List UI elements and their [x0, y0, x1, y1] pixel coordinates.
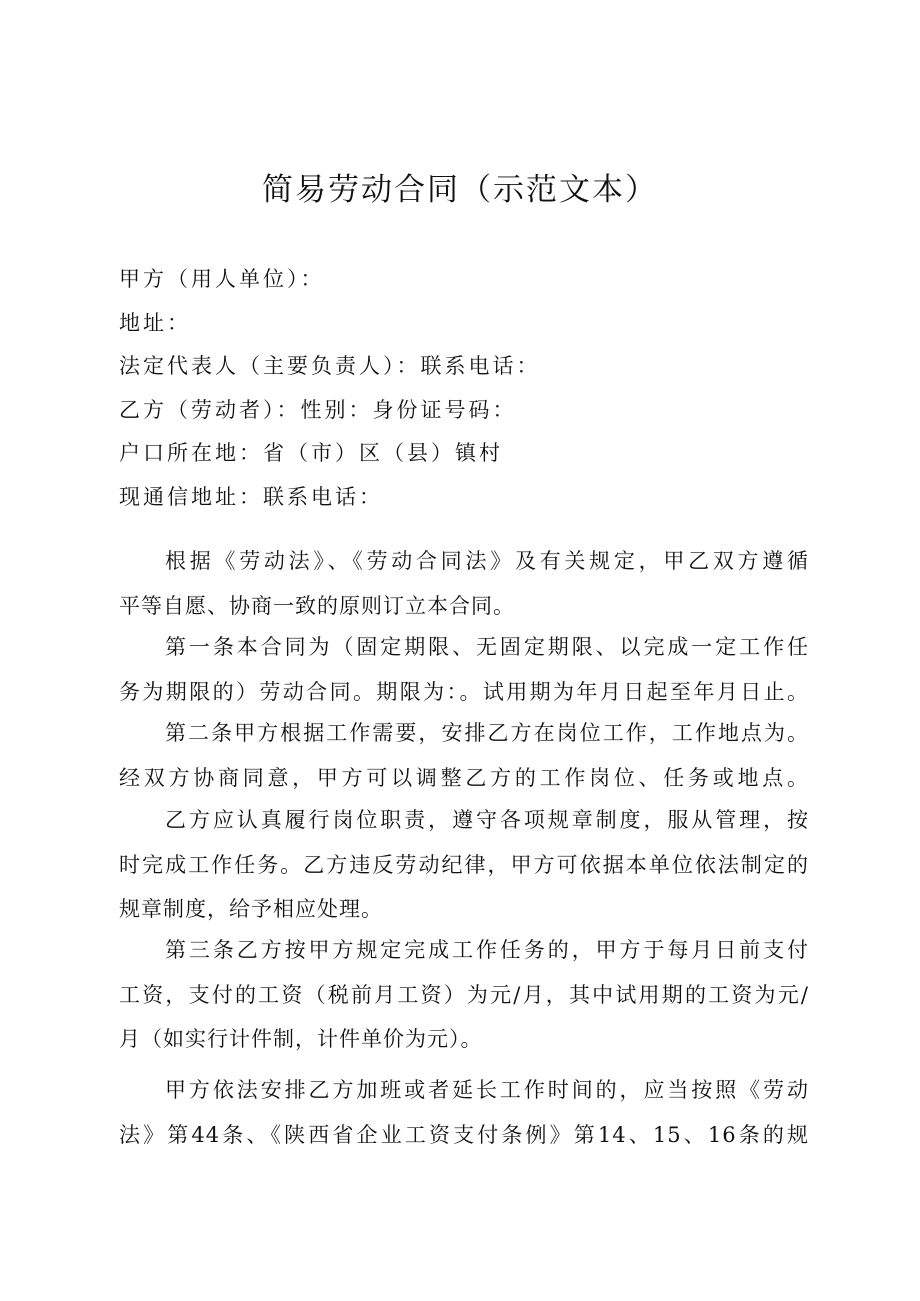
paragraph-line: 甲方依法安排乙方加班或者延长工作时间的，应当按照《劳动: [165, 1078, 809, 1102]
paragraph-line: 平等自愿、协商一致的原则订立本合同。: [119, 593, 515, 618]
paragraph-article-3: [119, 928, 809, 1062]
paragraph-preamble: [119, 539, 809, 628]
paragraph-line: 根据《劳动法》、《劳动合同法》及有关规定，甲乙双方遵循: [165, 549, 809, 573]
paragraph-line: 经双方协商同意，甲方可以调整乙方的工作岗位、任务或地点。: [119, 765, 809, 790]
paragraph-line: 规章制度，给予相应处理。: [119, 897, 383, 921]
legal-representative-field: 法定代表人（主要负责人）：联系电话：: [119, 354, 541, 378]
paragraph-line: 乙方应认真履行岗位职责，遵守各项规章制度，服从管理，按: [165, 808, 809, 832]
party-b-info-field: 乙方（劳动者）：性别：身份证号码：: [119, 397, 517, 422]
party-a-name-field: 甲方（用人单位）：: [119, 267, 325, 291]
paragraph-line: 第二条甲方根据工作需要，安排乙方在岗位工作，工作地点为。: [165, 721, 809, 745]
party-a-address-field: 地址：: [119, 310, 191, 335]
paragraph-line: 时完成工作任务。乙方违反劳动纪律，甲方可依据本单位依法制定的: [119, 852, 809, 877]
household-registration-field: 户口所在地：省（市）区（县）镇村: [119, 441, 503, 465]
paragraph-article-2: [119, 711, 809, 800]
paragraph-line: 第一条本合同为（固定期限、无固定期限、以完成一定工作任: [165, 635, 809, 659]
paragraph-duties: [119, 798, 809, 932]
paragraph-overtime: [119, 1068, 809, 1157]
document-title: 简易劳动合同（示范文本）: [262, 172, 658, 208]
party-info-block: [119, 258, 809, 519]
paragraph-line: 工资，支付的工资（税前月工资）为元/月，其中试用期的工资为元/: [119, 982, 809, 1007]
paragraph-line: 法》第44条、《陕西省企业工资支付条例》第14、15、16条的规: [119, 1122, 809, 1147]
current-address-field: 现通信地址：联系电话：: [119, 484, 383, 509]
paragraph-line: 第三条乙方按甲方规定完成工作任务的，甲方于每月日前支付: [165, 938, 809, 962]
paragraph-article-1: [119, 625, 809, 714]
paragraph-line: 务为期限的）劳动合同。期限为：。试用期为年月日起至年月日止。: [119, 679, 809, 704]
paragraph-line: 月（如实行计件制，计件单价为元）。: [119, 1027, 483, 1051]
